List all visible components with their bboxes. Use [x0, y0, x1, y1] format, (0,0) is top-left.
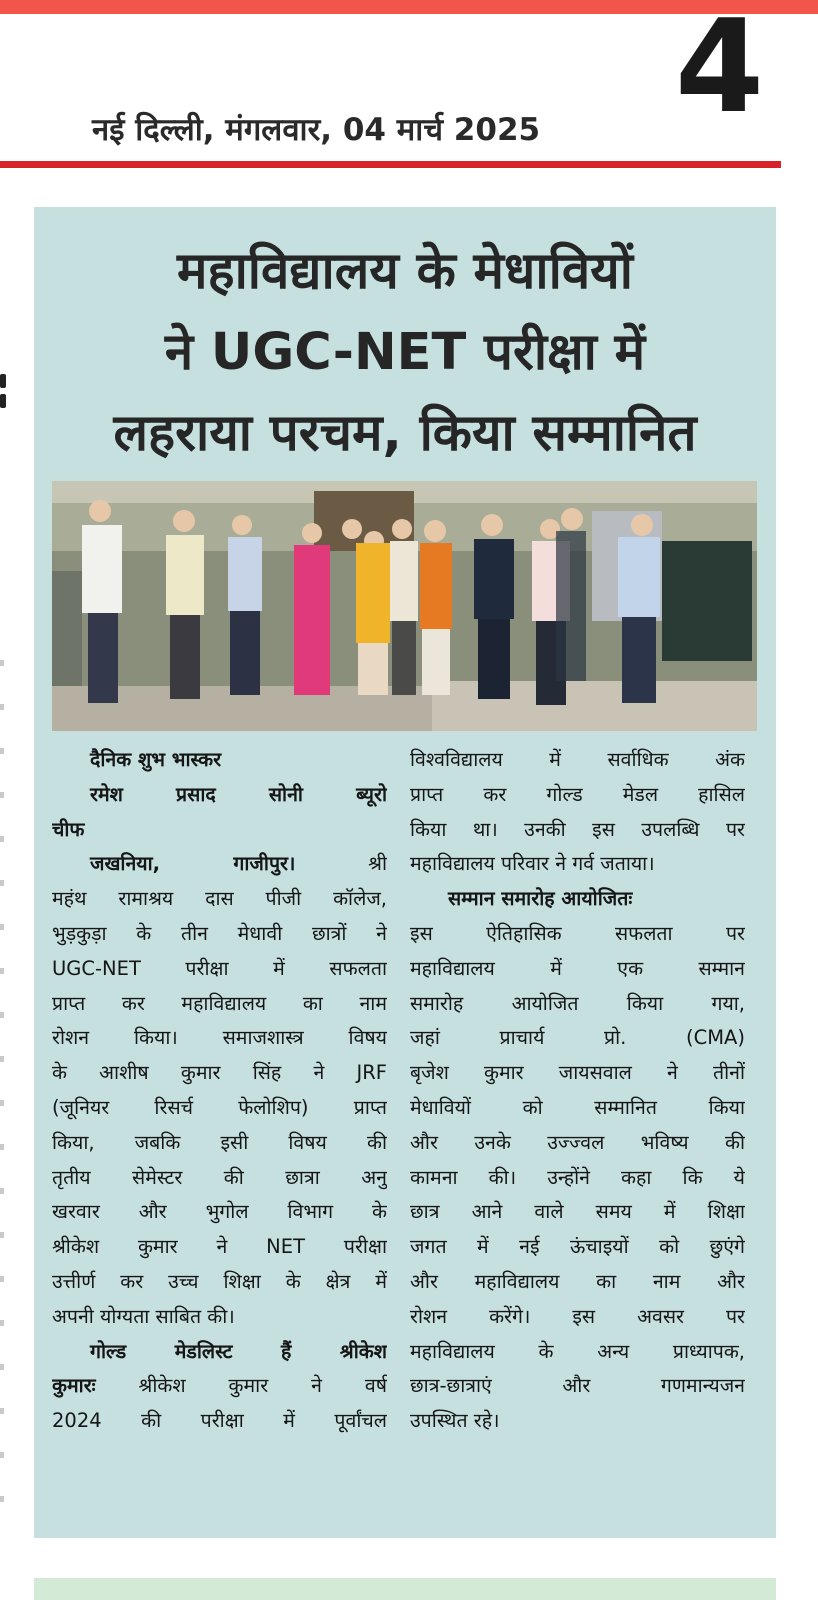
body-line: समारोह आयोजित किया गया, [410, 991, 745, 1015]
byline-publication: दैनिक शुभ भास्कर [90, 748, 222, 771]
subheading-continuation-line [52, 1369, 387, 1404]
body-line: रोशन करेंगे। इस अवसर पर [410, 1304, 745, 1328]
body-line: उत्तीर्ण कर उच्च शिक्षा के क्षेत्र में [52, 1269, 387, 1293]
page-number: 4 [675, 0, 765, 142]
body-line: किया, जबकि इसी विषय की [52, 1130, 387, 1154]
news-article [34, 207, 776, 1538]
body-line: प्राप्त कर गोल्ड मेडल हासिल [410, 782, 745, 806]
adjacent-column-mark [0, 394, 6, 408]
body-line: तृतीय सेमेस्टर की छात्रा अनु [52, 1165, 387, 1189]
subheading-gold-medalist-end: कुमारः [52, 1374, 96, 1398]
body-line: प्राप्त कर महाविद्यालय का नाम [52, 991, 387, 1015]
body-line: छात्र आने वाले समय में शिक्षा [410, 1200, 745, 1224]
next-article-edge [34, 1578, 776, 1600]
article-column-right [410, 743, 745, 1439]
body-line: किया था। उनकी इस उपलब्धि पर [410, 817, 745, 841]
body-line: महाविद्यालय के अन्य प्राध्यापक, [410, 1339, 745, 1363]
body-line: छात्र-छात्राएं और गणमान्यजन [410, 1374, 745, 1398]
body-line: और महाविद्यालय का नाम और [410, 1269, 745, 1293]
article-column-left [52, 743, 387, 1439]
adjacent-column-mark [0, 374, 6, 388]
body-line: बृजेश कुमार जायसवाल ने तीनों [410, 1061, 745, 1085]
body-text: श्रीकेश कुमार ने वर्ष [95, 1374, 387, 1398]
body-line: रोशन किया। समाजशास्त्र विषय [52, 1026, 387, 1050]
body-line: जहां प्राचार्य प्रो. (CMA) [410, 1026, 745, 1050]
body-line: इस ऐतिहासिक सफलता पर [410, 921, 745, 945]
header-rule [0, 161, 781, 168]
body-line: जगत में नई ऊंचाइयों को छुएंगे [410, 1235, 745, 1259]
adjacent-column-edge [0, 660, 4, 1520]
byline-author: रमेश प्रसाद सोनी ब्यूरो [90, 782, 387, 806]
body-text: श्री [295, 852, 387, 876]
subheading-ceremony: सम्मान समारोह आयोजितः [448, 887, 633, 911]
body-line: और उनके उज्ज्वल भविष्य की [410, 1130, 745, 1154]
body-line: 2024 की परीक्षा में पूर्वांचल [52, 1409, 387, 1433]
body-line: विश्वविद्यालय में सर्वाधिक अंक [410, 748, 745, 771]
body-line: महंथ रामाश्रय दास पीजी कॉलेज, [52, 887, 387, 911]
body-line: के आशीष कुमार सिंह ने JRF [52, 1061, 387, 1085]
subheading-gold-medalist: गोल्ड मेडलिस्ट हैं श्रीकेश [90, 1339, 387, 1363]
body-line: मेधावियों को सम्मानित किया [410, 1095, 745, 1119]
dateline: नई दिल्ली, मंगलवार, 04 मार्च 2025 [92, 112, 541, 148]
body-line: अपनी योग्यता साबित की। [52, 1304, 235, 1328]
body-line: महाविद्यालय परिवार ने गर्व जताया। [410, 852, 655, 876]
body-line: कामना की। उन्होंने कहा कि ये [410, 1165, 745, 1189]
group-photo [52, 481, 757, 731]
body-line: UGC-NET परीक्षा में सफलता [52, 956, 387, 980]
dateline-location: जखनिया, गाजीपुर। [90, 852, 296, 876]
body-line: उपस्थित रहे। [410, 1409, 500, 1433]
body-line: महाविद्यालय में एक सम्मान [410, 956, 745, 980]
body-line: (जूनियर रिसर्च फेलोशिप) प्राप्त [52, 1095, 387, 1119]
dateline-location-line [52, 847, 387, 882]
body-line: खरवार और भुगोल विभाग के [52, 1200, 387, 1224]
group-photo-illustration [52, 481, 757, 731]
body-line: श्रीकेश कुमार ने NET परीक्षा [52, 1235, 387, 1259]
article-headline [34, 231, 776, 474]
headline-line: महाविद्यालय के मेधावियों [177, 242, 633, 301]
body-line: भुड़कुड़ा के तीन मेधावी छात्रों ने [52, 921, 387, 945]
headline-line: लहराया परचम, किया सम्मानित [113, 404, 697, 463]
byline-author-title: चीफ [52, 817, 85, 841]
headline-line: ने UGC-NET परीक्षा में [164, 323, 646, 382]
